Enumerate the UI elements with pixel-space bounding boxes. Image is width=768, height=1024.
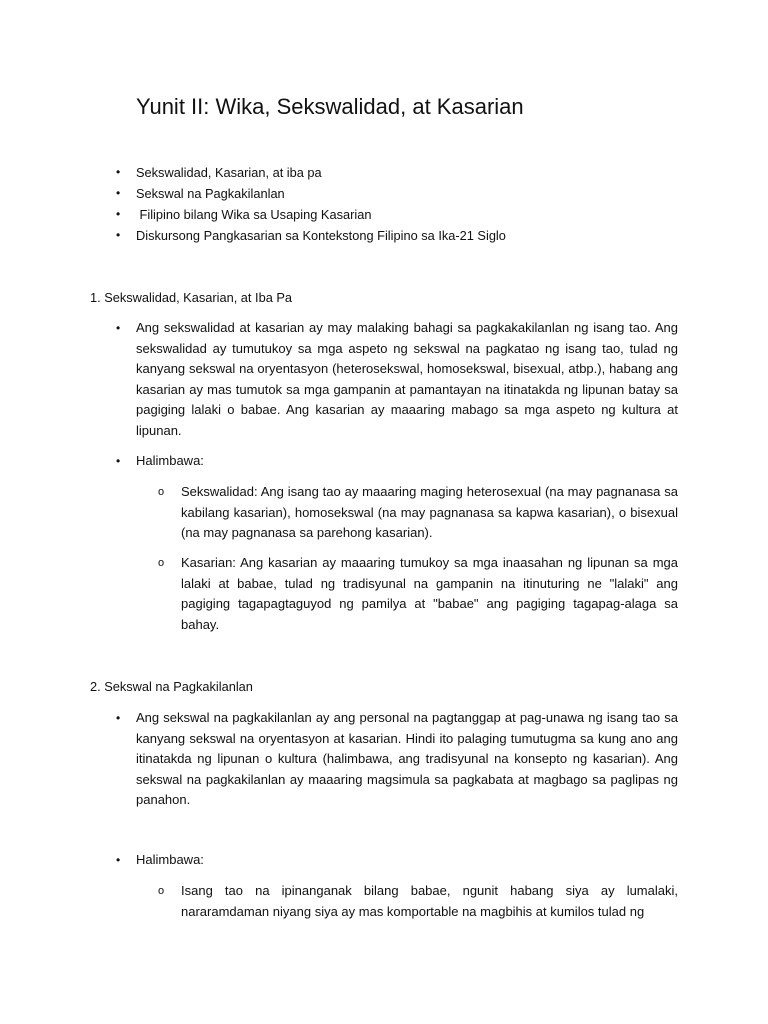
paragraph-text: Ang sekswalidad at kasarian ay may malaking bahagi sa pagkakakilanlan ng isang tao. Ang sekswalidad ay tumutukoy sa mga aspeto ng sekswal na pagkatao ng isang tao, tulad ng kanyang sekswal na oryentasyon (heterosekswal, homosekswal, bisexual, atbp.), habang ang kasarian ay mas tumutok sa mga gampanin at pamantayan na itinatakda ng lipunan batay sa pagiging lalaki o babae. Ang kasarian ay maaaring mabago sa mga aspeto ng kultura at lipunan. — [136, 320, 678, 438]
example-text: Kasarian: Ang kasarian ay maaaring tumukoy sa mga inaasahan ng lipunan sa mga lalaki at babae, tulad ng tradisyunal na gampanin na itinuturing ne "lalaki" ang pagiging tagapagtaguyod ng pamilya at "babae" ang pagiging tagapag-alaga sa bahay. — [181, 555, 678, 632]
section-2-example-1 — [158, 881, 678, 922]
topic-text: Diskursong Pangkasarian sa Kontekstong Filipino sa Ika-21 Siglo — [136, 228, 506, 243]
sub-bullet-icon: o — [158, 557, 165, 569]
section-1-example-1 — [158, 482, 678, 544]
bullet-icon: • — [116, 207, 121, 221]
list-item — [116, 162, 506, 183]
topic-list — [116, 162, 506, 246]
paragraph-text: Ang sekswal na pagkakilanlan ay ang personal na pagtanggap at pag-unawa ng isang tao sa kanyang sekswal na oryentasyon at kasarian. Hindi ito palaging tumutugma sa kung ano ang itinatakda ng lipunan o kultura (halimbawa, ang tradisyunal na konsepto ng kasarian). Ang sekswal na pagkakilanlan ay maaaring magsimula sa pagkabata at magbago sa paglipas ng panahon. — [136, 710, 678, 808]
sub-bullet-icon: o — [158, 486, 165, 498]
bullet-icon: • — [116, 853, 121, 867]
section-1-heading: 1. Sekswalidad, Kasarian, at Iba Pa — [90, 290, 293, 305]
section-2-example-label — [116, 850, 678, 871]
list-item — [116, 183, 506, 204]
section-1-paragraph — [116, 318, 678, 442]
section-2-paragraph — [116, 708, 678, 811]
example-text: Sekswalidad: Ang isang tao ay maaaring maging heterosexual (na may pagnanasa sa kabilang kasarian), homosekswal (na may pagnanasa sa kapwa kasarian), o bisexual (na may pagnanasa sa parehong kasarian). — [181, 484, 678, 541]
section-2-heading: 2. Sekswal na Pagkakilanlan — [90, 679, 253, 694]
bullet-icon: • — [116, 711, 121, 725]
section-1-example-label — [116, 451, 678, 472]
topic-text: Sekswalidad, Kasarian, at iba pa — [136, 165, 322, 180]
bullet-icon: • — [116, 321, 121, 335]
topic-text: Filipino bilang Wika sa Usaping Kasarian — [136, 207, 372, 222]
bullet-icon: • — [116, 186, 121, 200]
page-title: Yunit II: Wika, Sekswalidad, at Kasarian — [136, 94, 524, 119]
bullet-icon: • — [116, 165, 121, 179]
bullet-icon: • — [116, 454, 121, 468]
list-item — [116, 204, 506, 225]
list-item — [116, 225, 506, 246]
section-1-example-2 — [158, 553, 678, 635]
example-label: Halimbawa: — [136, 453, 204, 468]
example-label: Halimbawa: — [136, 852, 204, 867]
sub-bullet-icon: o — [158, 885, 165, 897]
topic-text: Sekswal na Pagkakilanlan — [136, 186, 285, 201]
example-text: Isang tao na ipinanganak bilang babae, ngunit habang siya ay lumalaki, nararamdaman niyang siya ay mas komportable na magbihis at kumilos tulad ng — [181, 883, 678, 919]
bullet-icon: • — [116, 228, 121, 242]
